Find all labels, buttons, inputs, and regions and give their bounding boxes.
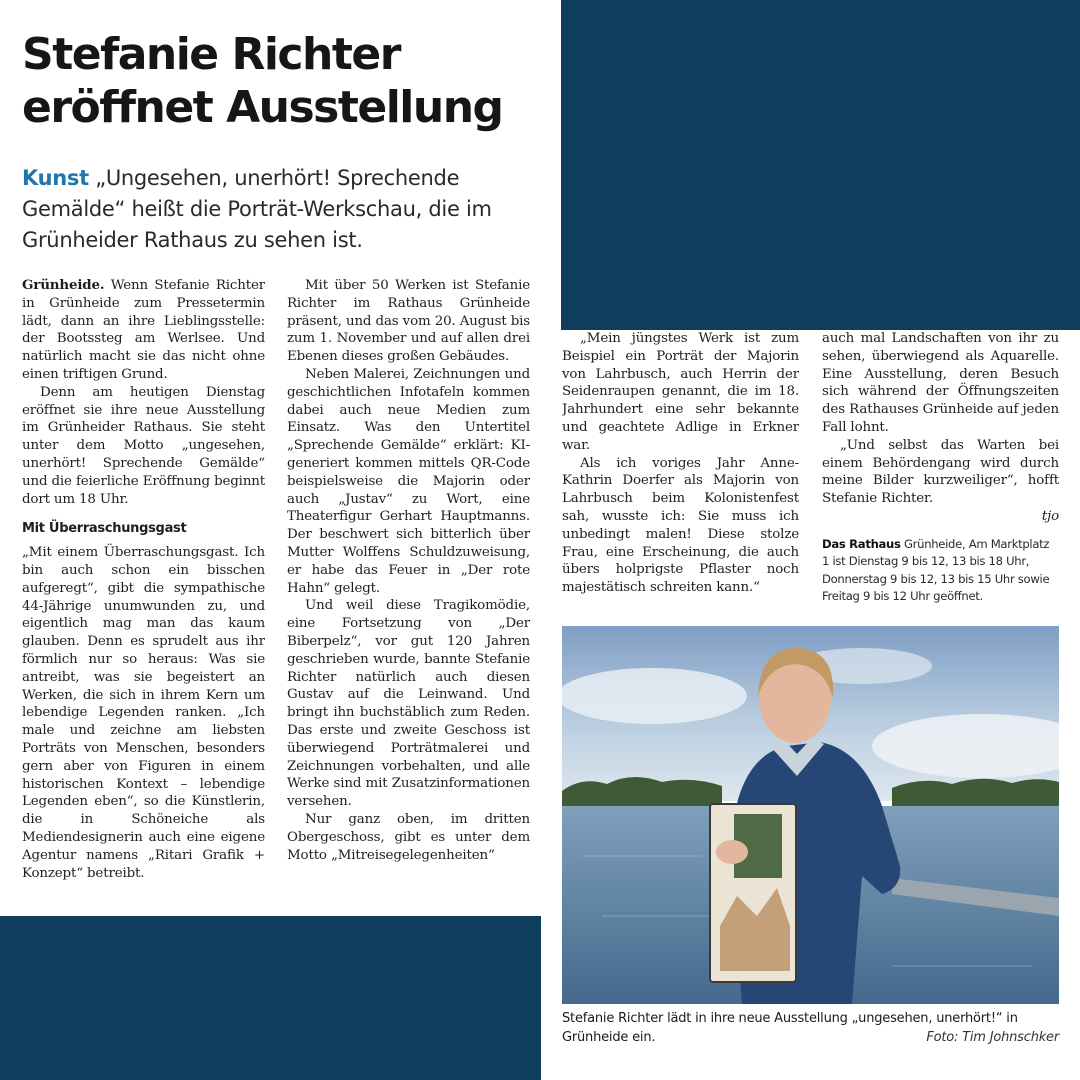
decorative-block-top-right	[561, 0, 1080, 330]
photo-treeline	[562, 777, 722, 811]
headline-line-2: eröffnet Ausstellung	[22, 82, 503, 133]
paragraph-4: Mit über 50 Werken ist Stefanie Richter im Rathaus Grünheide präsent, und das vom 20. August bis zum 1. November und auf allen drei Ebenen dieses großen Gebäudes.	[287, 278, 530, 365]
paragraph-11	[822, 437, 1059, 526]
paragraph-1	[22, 277, 265, 384]
infobox-town-hall	[822, 536, 1059, 606]
photo-credit: Foto: Tim Johnschker	[926, 1030, 1059, 1045]
article-column-1	[22, 277, 265, 913]
paragraph-9: Als ich voriges Jahr Anne-Kathrin Doerfer als Majorin von Lahrbusch beim Kolonistenfest sah, wusste ich: Sie muss ich unbedingt malen! Diese stolze Frau, eine Erscheinung, die auch übers holprigste Pflaster noch majestätisch schreiten kann.“	[562, 455, 799, 596]
article-column-2	[287, 277, 530, 913]
article-photo	[562, 626, 1059, 1004]
lead-kicker: Kunst	[22, 166, 89, 190]
paragraph-11-text: „Und selbst das Warten bei einem Behördengang wird durch meine Bilder kurzweiliger“, hofft Stefanie Richter.	[822, 437, 1059, 507]
article-column-3	[562, 330, 799, 606]
photo-hand	[716, 840, 748, 864]
subheading: Mit Überraschungsgast	[22, 521, 187, 537]
paragraph-8: „Mein jüngstes Werk ist zum Beispiel ein Porträt der Majorin von Lahrbusch, auch Herrin der Seidenraupen genannt, die im 18. Jahrhundert eine sehr bekannte und geachtete Adlige in Erkner war.	[562, 331, 799, 453]
photo-cloud	[562, 668, 747, 724]
lead-text: „Ungesehen, unerhört! Sprechende Gemälde“ heißt die Porträt-Werkschau, die im Grünheider Rathaus zu sehen ist.	[22, 166, 492, 252]
paragraph-3: „Mit einem Überraschungsgast. Ich bin auch schon ein bisschen aufgeregt“, gibt die sympathische 44-Jährige unumwunden zu, und eigentlich mag man das kaum glauben. Denn es sprudelt aus ihr förmlich nur so heraus: Was sie antreibt, was sie begeistert an Werken, die sich in ihrem Kern um lebendige Legenden ranken. „Ich male und zeichne am liebsten Porträts von Menschen, besonders gern aber von Figuren in einem historischen Kontext – lebendige Legenden eben“, so die Künstlerin, die in Schöneiche als Mediendesignerin auch eine eigene Agentur namens „Ritari Grafik + Konzept“ betreibt.	[22, 545, 265, 881]
paragraph-10: auch mal Landschaften von ihr zu sehen, überwiegend als Aquarelle. Eine Ausstellung, deren Besuch sich während der Öffnungszeiten des Rathauses Grünheide auf jeden Fall lohnt.	[822, 331, 1059, 435]
photo-caption-box	[562, 1009, 1059, 1047]
decorative-block-bottom-left	[0, 916, 541, 1080]
headline-line-1: Stefanie Richter	[22, 29, 400, 80]
paragraph-2: Denn am heutigen Dienstag eröffnet sie ihre neue Ausstellung im Grünheider Rathaus. Sie steht unter dem Motto „ungesehen, unerhört! Sprechende Gemälde“ und die feierliche Eröffnung beginnt dort um 18 Uhr.	[22, 384, 265, 507]
article-lead	[22, 163, 542, 256]
paragraph-7: Nur ganz oben, im dritten Obergeschoss, gibt es unter dem Motto „Mitreisegelegenheiten“	[287, 811, 530, 863]
author-signature: tjo	[1041, 508, 1059, 524]
photo-caption: Stefanie Richter lädt in ihre neue Ausstellung „ungesehen, unerhört!“ in Grünheide ein.	[562, 1011, 1018, 1045]
dateline: Grünheide.	[22, 277, 105, 293]
article-headline	[22, 28, 542, 134]
infobox-text: Grünheide, Am Marktplatz 1 ist Dienstag 9 bis 12, 13 bis 18 Uhr, Donnerstag 9 bis 12, 13 bis 15 Uhr sowie Freitag 9 bis 12 Uhr geöffnet.	[822, 536, 1050, 604]
infobox-label: Das Rathaus	[822, 536, 901, 551]
paragraph-5: Neben Malerei, Zeichnungen und geschichtlichen Infotafeln kommen dabei auch neue Medien zum Einsatz. Was den Untertitel „Sprechende Gemälde“ erklärt: KI-generiert kommen mittels QR-Code beispielsweise die Majorin oder auch „Justav“ zu Wort, eine Theaterfigur Gerhart Hauptmanns. Der beschwert sich bitterlich über Mutter Wolffens Schuldzuweisung, er habe das Feuer in „Der rote Hahn“ gelegt.	[287, 366, 530, 596]
paragraph-1-text: Wenn Stefanie Richter in Grünheide zum Pressetermin lädt, dann an ihre Lieblingsstelle: der Bootssteg am Werlsee. Und natürlich macht sie das nicht ohne einen triftigen Grund.	[22, 278, 265, 382]
article-column-4	[822, 330, 1059, 620]
paragraph-6: Und weil diese Tragikomödie, eine Fortsetzung von „Der Biberpelz“, vor gut 120 Jahren geschrieben wurde, bannte Stefanie Richter natürlich auch diesen Gustav auf die Leinwand. Und bringt ihn buchstäblich zum Reden. Das erste und zweite Geschoss ist überwiegend Porträtmalerei und Zeichnungen vorbehalten, und alle Werke sind mit Zusatzinformationen versehen.	[287, 598, 530, 810]
